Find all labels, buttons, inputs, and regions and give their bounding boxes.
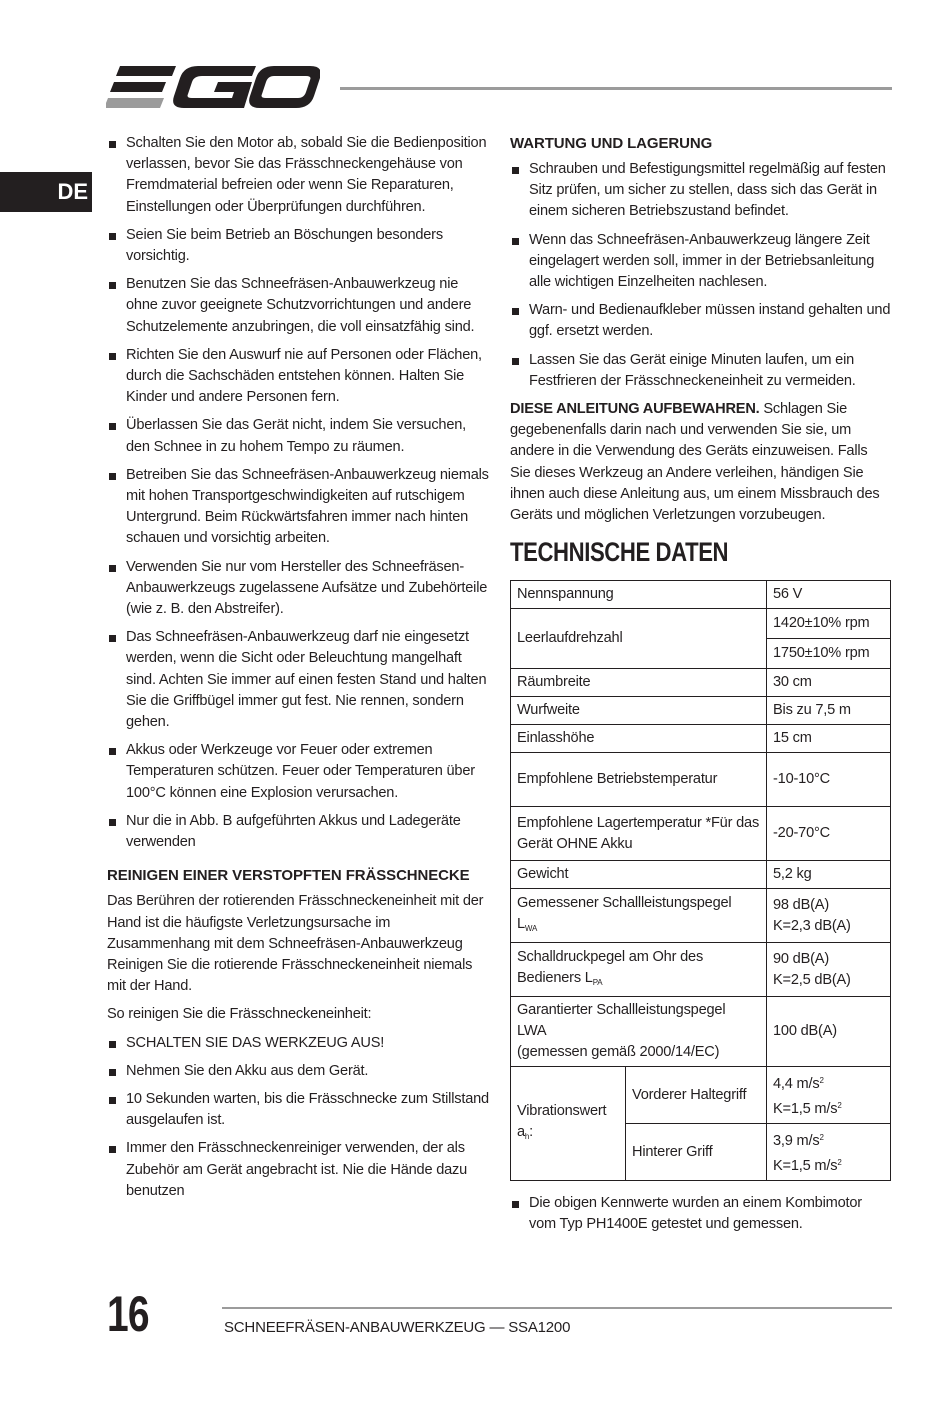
list-item: Das Schneefräsen-Anbauwerkzeug darf nie eingesetzt werden, wenn die Sicht oder Beleuchtung mangelhaft sind. Achten Sie immer auf einen festen Stand und halten Sie die Griffbügel immer gut fest. Nie rennen, sondern gehen.: [107, 627, 492, 733]
list-item: Nur die in Abb. B aufgeführten Akkus und Ladegeräte verwenden: [107, 811, 492, 853]
maintenance-bullet-list: [510, 159, 891, 392]
maintenance-heading: WARTUNG UND LAGERUNG: [510, 135, 713, 152]
clog-paragraph: Das Berühren der rotierenden Frässchneckeneinheit mit der Hand ist die häufigste Verletzungsursache im Zusammenhang mit dem Schneefräsen-Anbauwerkzeug Reinigen Sie die rotierende Frässchneckeneinheit niemals mit der Hand.: [107, 893, 484, 995]
bullet-square-icon: [109, 282, 116, 289]
list-item: Warn- und Bedienaufkleber müssen instand gehalten und ggf. ersetzt werden.: [510, 300, 891, 342]
list-item: Schrauben und Befestigungsmittel regelmäßig auf festen Sitz prüfen, um sicher zu stellen, dass sich das Gerät in einem sicheren Betriebszustand befindet.: [510, 159, 891, 223]
page-number: 16: [107, 1286, 149, 1342]
footer-title: SCHNEEFRÄSEN-ANBAUWERKZEUG — SSA1200: [224, 1319, 571, 1336]
list-item: Überlassen Sie das Gerät nicht, indem Sie versuchen, den Schnee in zu hohem Tempo zu räumen.: [107, 415, 492, 457]
bullet-square-icon: [109, 565, 116, 572]
list-item: Schalten Sie den Motor ab, sobald Sie die Bedienposition verlassen, bevor Sie das Frässchneckengehäuse von Fremdmaterial befreien oder wenn Sie Reparaturen, Einstellungen oder Überprüfungen durchführen.: [107, 133, 492, 218]
header-rule: [340, 87, 892, 90]
keep-manual-paragraph: DIESE ANLEITUNG AUFBEWAHREN. Schlagen Sie gegebenenfalls darin nach und verwenden Sie sie, um andere in die Verwendung des Geräts einzuweisen. Falls Sie dieses Werkzeug an Andere verleihen, händigen Sie ihnen auch diese Anleitung aus, um einem Missbrauch des Geräts und möglichen Verletzungen vorzubeugen.: [510, 401, 880, 524]
bullet-square-icon: [109, 748, 116, 755]
spec-table: [510, 580, 891, 1181]
bullet-square-icon: [512, 1201, 519, 1208]
list-item: Immer den Frässchneckenreiniger verwenden, der als Zubehör am Gerät angebracht ist. Nie die Hände dazu benutzen: [107, 1138, 492, 1202]
table-row: Gemessener Schallleistungspegel $L_{WA}$ 98 dB(A) K=2,3 dB(A): [511, 889, 891, 943]
clog-heading: REINIGEN EINER VERSTOPFTEN FRÄSSCHNECKE: [107, 867, 470, 885]
table-row: Empfohlene Betriebstemperatur -10-10°C: [511, 753, 891, 807]
footer-rule: [222, 1307, 892, 1309]
table-row: Nennspannung 56 V: [511, 581, 891, 609]
list-item: Nehmen Sie den Akku aus dem Gerät.: [107, 1061, 492, 1082]
bullet-square-icon: [109, 473, 116, 480]
bullet-square-icon: [512, 238, 519, 245]
list-item: Wenn das Schneefräsen-Anbauwerkzeug längere Zeit eingelagert werden soll, immer in der Betriebsanleitung alle wichtigen Einzelheiten nachlesen.: [510, 230, 891, 294]
bullet-square-icon: [109, 141, 116, 148]
bullet-square-icon: [512, 358, 519, 365]
list-item: 10 Sekunden warten, bis die Frässchnecke zum Stillstand ausgelaufen ist.: [107, 1089, 492, 1131]
safety-bullet-list: [107, 133, 492, 853]
list-item: Richten Sie den Auswurf nie auf Personen oder Flächen, durch die Sachschäden entstehen können. Halten Sie Kinder und andere Personen fern.: [107, 345, 492, 409]
bullet-square-icon: [109, 233, 116, 240]
bullet-square-icon: [109, 635, 116, 642]
bullet-square-icon: [109, 1069, 116, 1076]
list-item: Lassen Sie das Gerät einige Minuten laufen, um ein Festfrieren der Frässchneckeneinheit zu vermeiden.: [510, 350, 891, 392]
bullet-square-icon: [512, 167, 519, 174]
list-item: SCHALTEN SIE DAS WERKZEUG AUS!: [107, 1033, 492, 1054]
list-item: Verwenden Sie nur vom Hersteller des Schneefräsen-Anbauwerkzeugs zugelassene Aufsätze und Zubehörteile (wie z. B. den Abstreifer).: [107, 557, 492, 621]
table-row: Empfohlene Lagertemperatur *Für das Gerät OHNE Akku -20-70°C: [511, 807, 891, 861]
bullet-square-icon: [109, 819, 116, 826]
table-row: Hinterer Griff 3,9 $m/s^2$ K=1,5 $m/s^2$: [511, 1124, 891, 1181]
list-item: Die obigen Kennwerte wurden an einem Kombimotor vom Typ PH1400E getestet und gemessen.: [510, 1193, 891, 1235]
table-row: Wurfweite Bis zu 7,5 m: [511, 697, 891, 725]
table-row: Gewicht 5,2 kg: [511, 861, 891, 889]
right-column: [510, 133, 891, 1243]
list-item: Benutzen Sie das Schneefräsen-Anbauwerkzeug nie ohne zuvor geeignete Schutzvorrichtungen und andere Schutzelemente anzubringen, die voll einsatzfähig sind.: [107, 274, 492, 338]
list-item: Seien Sie beim Betrieb an Böschungen besonders vorsichtig.: [107, 225, 492, 267]
note-bullet-list: [510, 1193, 891, 1235]
table-row: Vibrationswert $a_h$: Vorderer Haltegriff 4,4 $m/s^2$ K=1,5 $m/s^2$: [511, 1067, 891, 1124]
tech-data-heading: TECHNISCHE DATEN: [510, 537, 729, 568]
clog-intro: So reinigen Sie die Frässchneckeneinheit:: [107, 1006, 372, 1023]
table-row: 1750±10% rpm: [511, 639, 891, 669]
language-tab: DE: [0, 172, 92, 212]
table-row: Leerlaufdrehzahl 1420±10% rpm: [511, 609, 891, 639]
table-row: Einlasshöhe 15 cm: [511, 725, 891, 753]
list-item: Betreiben Sie das Schneefräsen-Anbauwerkzeug niemals mit hohen Transportgeschwindigkeiten auf rutschigem Untergrund. Beim Rückwärtsfahren immer nach hinten schauen und vorsichtig arbeiten.: [107, 465, 492, 550]
clog-bullet-list: [107, 1033, 492, 1202]
bullet-square-icon: [109, 353, 116, 360]
table-row: Räumbreite 30 cm: [511, 669, 891, 697]
list-item: Akkus oder Werkzeuge vor Feuer oder extremen Temperaturen schützen. Feuer oder Temperaturen über 100°C können eine Explosion verursachen.: [107, 740, 492, 804]
bullet-square-icon: [109, 1041, 116, 1048]
table-row: Garantierter Schallleistungspegel LWA (gemessen gemäß 2000/14/EC) 100 dB(A): [511, 997, 891, 1067]
bullet-square-icon: [109, 1146, 116, 1153]
bullet-square-icon: [109, 1097, 116, 1104]
table-row: Schalldruckpegel am Ohr des Bedieners $L_{PA}$ 90 dB(A) K=2,5 dB(A): [511, 943, 891, 997]
ego-logo: [106, 62, 320, 112]
left-column: [107, 133, 492, 1209]
bullet-square-icon: [512, 308, 519, 315]
bullet-square-icon: [109, 423, 116, 430]
